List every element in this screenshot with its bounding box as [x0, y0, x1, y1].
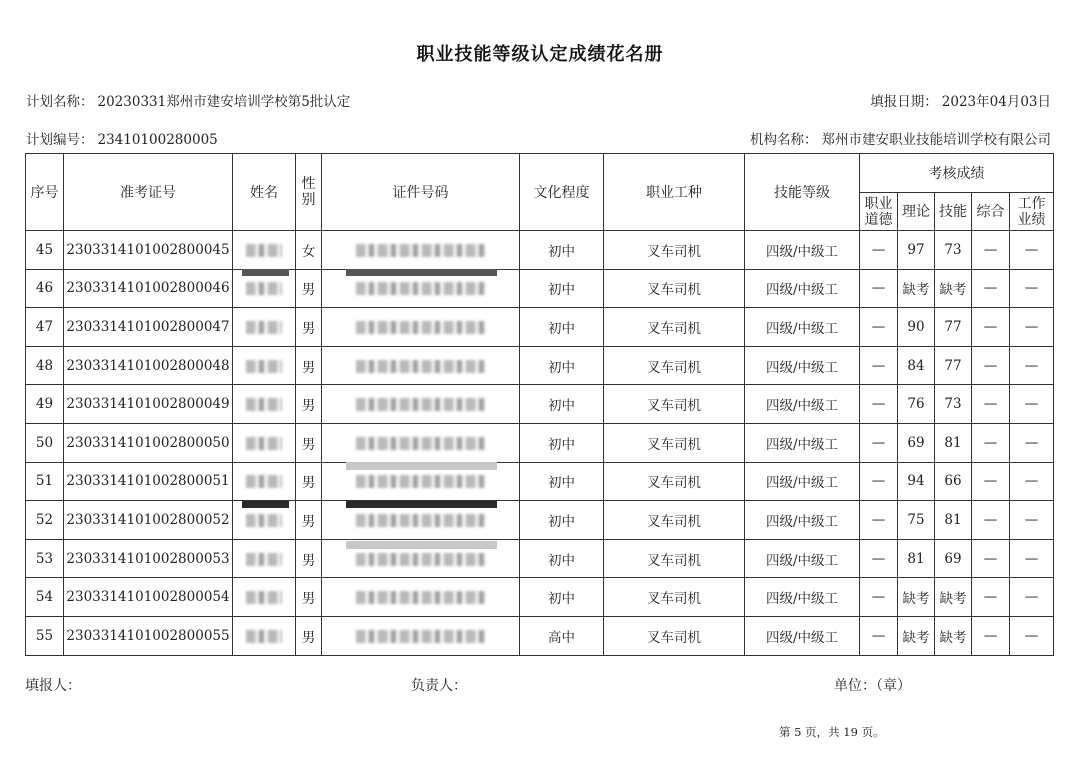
cell-seq: 55	[26, 616, 64, 655]
redaction-bar	[346, 462, 497, 470]
cell-education: 初中	[520, 462, 604, 501]
cell-overall: —	[972, 231, 1010, 270]
cell-education: 高中	[520, 616, 604, 655]
redacted-id-number	[356, 360, 486, 373]
cell-exam-no: 2303314101002800046	[64, 269, 233, 308]
cell-ethics: —	[860, 231, 898, 270]
cell-id-redacted	[322, 578, 520, 617]
cell-gender: 男	[296, 501, 322, 540]
cell-occupation: 叉车司机	[604, 462, 745, 501]
cell-theory: 94	[898, 462, 935, 501]
cell-exam-no: 2303314101002800050	[64, 423, 233, 462]
cell-occupation: 叉车司机	[604, 539, 745, 578]
cell-work-perf: —	[1010, 462, 1054, 501]
redacted-id-number	[356, 630, 486, 643]
header-occupation: 职业工种	[604, 154, 745, 231]
cell-gender: 男	[296, 462, 322, 501]
cell-exam-no: 2303314101002800048	[64, 346, 233, 385]
cell-seq: 52	[26, 501, 64, 540]
cell-work-perf: —	[1010, 501, 1054, 540]
cell-seq: 48	[26, 346, 64, 385]
cell-ethics: —	[860, 616, 898, 655]
cell-skill: 73	[935, 231, 972, 270]
cell-name-redacted	[233, 308, 296, 347]
table-row	[26, 423, 1054, 462]
redaction-bar	[346, 541, 497, 549]
redacted-id-number	[356, 475, 486, 488]
redacted-name	[246, 360, 282, 373]
table-row	[26, 308, 1054, 347]
cell-seq: 53	[26, 539, 64, 578]
cell-ethics: —	[860, 269, 898, 308]
cell-skill: 缺考	[935, 269, 972, 308]
cell-skill: 81	[935, 423, 972, 462]
cell-education: 初中	[520, 269, 604, 308]
header-id-no: 证件号码	[322, 154, 520, 231]
redaction-bar	[242, 501, 289, 508]
cell-level: 四级/中级工	[745, 616, 860, 655]
cell-name-redacted	[233, 539, 296, 578]
cell-ethics: —	[860, 308, 898, 347]
signature-unit: 单位：（章）	[834, 678, 911, 694]
cell-occupation: 叉车司机	[604, 308, 745, 347]
cell-name-redacted	[233, 578, 296, 617]
signature-manager: 负责人：	[411, 678, 467, 694]
cell-education: 初中	[520, 308, 604, 347]
cell-work-perf: —	[1010, 269, 1054, 308]
fill-date-value: 2023年04月03日	[941, 94, 1051, 110]
cell-id-redacted	[322, 308, 520, 347]
cell-level: 四级/中级工	[745, 385, 860, 424]
cell-theory: 90	[898, 308, 935, 347]
cell-gender: 男	[296, 539, 322, 578]
redacted-id-number	[356, 244, 486, 257]
cell-gender: 男	[296, 423, 322, 462]
header-gender-label: 性别	[301, 176, 316, 208]
cell-overall: —	[972, 308, 1010, 347]
page-footer: 第 5 页，共 19 页。	[779, 725, 885, 739]
score-roster-table	[25, 153, 1054, 656]
header-overall: 综合	[972, 193, 1010, 231]
cell-id-redacted	[322, 346, 520, 385]
cell-id-redacted	[322, 385, 520, 424]
cell-seq: 49	[26, 385, 64, 424]
header-scores: 考核成绩	[860, 154, 1054, 193]
header-education: 文化程度	[520, 154, 604, 231]
cell-education: 初中	[520, 231, 604, 270]
header-seq: 序号	[26, 154, 64, 231]
cell-gender: 男	[296, 616, 322, 655]
cell-gender: 男	[296, 346, 322, 385]
cell-ethics: —	[860, 423, 898, 462]
cell-name-redacted	[233, 231, 296, 270]
cell-overall: —	[972, 501, 1010, 540]
cell-name-redacted	[233, 462, 296, 501]
table-row	[26, 616, 1054, 655]
cell-id-redacted	[322, 616, 520, 655]
header-gender	[296, 154, 322, 231]
cell-theory: 缺考	[898, 616, 935, 655]
cell-overall: —	[972, 346, 1010, 385]
table-row	[26, 578, 1054, 617]
header-work-perf-label: 工作业绩	[1017, 195, 1046, 228]
cell-work-perf: —	[1010, 423, 1054, 462]
cell-education: 初中	[520, 578, 604, 617]
cell-level: 四级/中级工	[745, 462, 860, 501]
cell-ethics: —	[860, 462, 898, 501]
org-name-label: 机构名称：	[750, 132, 818, 148]
cell-name-redacted	[233, 385, 296, 424]
cell-occupation: 叉车司机	[604, 385, 745, 424]
plan-number-label: 计划编号：	[26, 132, 94, 148]
table-row	[26, 539, 1054, 578]
cell-seq: 50	[26, 423, 64, 462]
redacted-id-number	[356, 282, 486, 295]
cell-ethics: —	[860, 539, 898, 578]
redacted-name	[246, 591, 282, 604]
cell-work-perf: —	[1010, 231, 1054, 270]
cell-seq: 46	[26, 269, 64, 308]
cell-education: 初中	[520, 346, 604, 385]
cell-seq: 47	[26, 308, 64, 347]
header-level: 技能等级	[745, 154, 860, 231]
cell-theory: 84	[898, 346, 935, 385]
signature-filler: 填报人：	[25, 678, 81, 694]
cell-ethics: —	[860, 385, 898, 424]
cell-skill: 69	[935, 539, 972, 578]
cell-overall: —	[972, 539, 1010, 578]
redacted-id-number	[356, 321, 486, 334]
cell-skill: 缺考	[935, 616, 972, 655]
cell-occupation: 叉车司机	[604, 501, 745, 540]
cell-overall: —	[972, 616, 1010, 655]
cell-id-redacted	[322, 423, 520, 462]
cell-theory: 97	[898, 231, 935, 270]
cell-level: 四级/中级工	[745, 501, 860, 540]
plan-name	[26, 90, 350, 110]
redacted-name	[246, 321, 282, 334]
cell-overall: —	[972, 269, 1010, 308]
redacted-name	[246, 514, 282, 527]
header-skill: 技能	[935, 193, 972, 231]
plan-number	[26, 128, 218, 148]
header-exam-no: 准考证号	[64, 154, 233, 231]
cell-gender: 男	[296, 578, 322, 617]
cell-occupation: 叉车司机	[604, 269, 745, 308]
plan-number-value: 23410100280005	[97, 132, 218, 148]
cell-occupation: 叉车司机	[604, 578, 745, 617]
cell-work-perf: —	[1010, 578, 1054, 617]
table-row	[26, 346, 1054, 385]
cell-level: 四级/中级工	[745, 346, 860, 385]
cell-exam-no: 2303314101002800054	[64, 578, 233, 617]
redacted-id-number	[356, 437, 486, 450]
cell-exam-no: 2303314101002800053	[64, 539, 233, 578]
cell-work-perf: —	[1010, 346, 1054, 385]
cell-level: 四级/中级工	[745, 578, 860, 617]
table-row	[26, 462, 1054, 501]
plan-name-label: 计划名称：	[26, 94, 94, 110]
cell-level: 四级/中级工	[745, 269, 860, 308]
header-theory: 理论	[898, 193, 935, 231]
cell-level: 四级/中级工	[745, 231, 860, 270]
cell-theory: 缺考	[898, 269, 935, 308]
redacted-id-number	[356, 553, 486, 566]
cell-overall: —	[972, 462, 1010, 501]
redaction-bar	[346, 269, 497, 276]
cell-work-perf: —	[1010, 385, 1054, 424]
redacted-id-number	[356, 514, 486, 527]
cell-level: 四级/中级工	[745, 423, 860, 462]
table-row	[26, 269, 1054, 308]
redacted-name	[246, 553, 282, 566]
cell-exam-no: 2303314101002800045	[64, 231, 233, 270]
cell-overall: —	[972, 578, 1010, 617]
cell-exam-no: 2303314101002800051	[64, 462, 233, 501]
cell-theory: 81	[898, 539, 935, 578]
cell-seq: 45	[26, 231, 64, 270]
cell-skill: 81	[935, 501, 972, 540]
cell-exam-no: 2303314101002800055	[64, 616, 233, 655]
header-ethics-label: 职业道德	[864, 195, 893, 228]
cell-gender: 男	[296, 269, 322, 308]
cell-education: 初中	[520, 385, 604, 424]
cell-gender: 男	[296, 385, 322, 424]
cell-skill: 77	[935, 308, 972, 347]
cell-level: 四级/中级工	[745, 308, 860, 347]
document-title: 职业技能等级认定成绩花名册	[416, 44, 664, 65]
cell-seq: 51	[26, 462, 64, 501]
cell-occupation: 叉车司机	[604, 346, 745, 385]
cell-occupation: 叉车司机	[604, 616, 745, 655]
table-row	[26, 385, 1054, 424]
cell-work-perf: —	[1010, 308, 1054, 347]
redacted-name	[246, 282, 282, 295]
org-name	[750, 128, 1051, 148]
cell-gender: 男	[296, 308, 322, 347]
cell-name-redacted	[233, 346, 296, 385]
cell-overall: —	[972, 385, 1010, 424]
cell-theory: 76	[898, 385, 935, 424]
cell-theory: 69	[898, 423, 935, 462]
cell-skill: 缺考	[935, 578, 972, 617]
cell-gender: 女	[296, 231, 322, 270]
cell-exam-no: 2303314101002800052	[64, 501, 233, 540]
cell-id-redacted	[322, 231, 520, 270]
header-work-perf	[1010, 193, 1054, 231]
fill-date-label: 填报日期：	[870, 94, 938, 110]
cell-exam-no: 2303314101002800049	[64, 385, 233, 424]
table-row	[26, 501, 1054, 540]
cell-ethics: —	[860, 578, 898, 617]
cell-ethics: —	[860, 501, 898, 540]
cell-education: 初中	[520, 539, 604, 578]
cell-work-perf: —	[1010, 539, 1054, 578]
redacted-name	[246, 475, 282, 488]
cell-theory: 75	[898, 501, 935, 540]
redacted-name	[246, 244, 282, 257]
cell-theory: 缺考	[898, 578, 935, 617]
redacted-id-number	[356, 398, 486, 411]
cell-skill: 73	[935, 385, 972, 424]
cell-exam-no: 2303314101002800047	[64, 308, 233, 347]
cell-level: 四级/中级工	[745, 539, 860, 578]
redacted-name	[246, 437, 282, 450]
redacted-id-number	[356, 591, 486, 604]
cell-name-redacted	[233, 423, 296, 462]
redaction-bar	[242, 269, 289, 276]
fill-date	[870, 90, 1051, 110]
cell-skill: 66	[935, 462, 972, 501]
org-name-value: 郑州市建安职业技能培训学校有限公司	[821, 132, 1051, 148]
cell-overall: —	[972, 423, 1010, 462]
redacted-name	[246, 398, 282, 411]
header-ethics	[860, 193, 898, 231]
plan-name-value: 20230331郑州市建安培训学校第5批认定	[97, 94, 351, 110]
header-name: 姓名	[233, 154, 296, 231]
cell-ethics: —	[860, 346, 898, 385]
cell-occupation: 叉车司机	[604, 423, 745, 462]
cell-skill: 77	[935, 346, 972, 385]
cell-seq: 54	[26, 578, 64, 617]
cell-name-redacted	[233, 616, 296, 655]
cell-education: 初中	[520, 501, 604, 540]
cell-education: 初中	[520, 423, 604, 462]
cell-work-perf: —	[1010, 616, 1054, 655]
redacted-name	[246, 630, 282, 643]
cell-occupation: 叉车司机	[604, 231, 745, 270]
redaction-bar	[346, 501, 497, 508]
table-row	[26, 231, 1054, 270]
